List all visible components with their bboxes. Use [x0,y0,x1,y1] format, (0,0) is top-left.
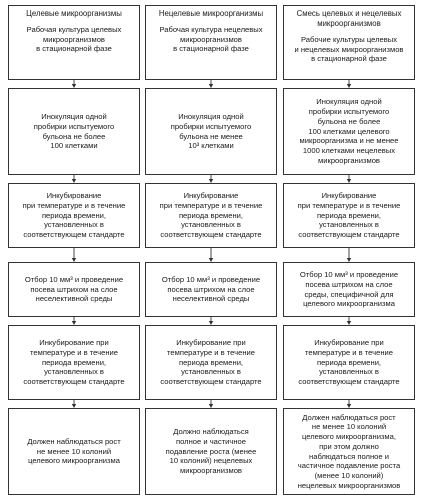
flow-box-col1-step5 [8,325,140,400]
flow-box-col2-step1 [145,5,277,80]
flow-box-col3-step5 [283,325,415,400]
step-text: Рабочие культуры целевых и нецелевых микроорганизмов в стационарной фазе [294,34,404,64]
column-header: Смесь целевых и нецелевых микроорганизмов [296,9,402,28]
column-header: Целевые микроорганизмы [26,9,122,18]
flow-box-col3-step4 [283,262,415,317]
step-text: Должно наблюдаться полное и частичное подавление роста (менее 10 колоний) нецелевых микроорганизмов [165,427,257,476]
step-text: Инокуляция одной пробирки испытуемого бульона не менее 10³ клетками [170,112,252,151]
step-text: Должен наблюдаться рост не менее 10 колоний целевого микроорганизма [27,436,121,466]
step-text: Отбор 10 мм³ и проведение посева штрихом на слое неселективной среды [161,274,261,304]
flow-box-col3-step6 [283,408,415,495]
flow-box-col2-step5 [145,325,277,400]
step-text: Инкубирование при температуре и в течение периода времени, установленных в соответствующем стандарте [159,191,263,240]
step-text: Отбор 10 мм³ и проведение посева штрихом на слое неселективной среды [24,274,124,304]
step-text: Инкубирование при температуре и в течение периода времени, установленных в соответствующем стандарте [298,338,400,387]
flow-box-col3-step1 [283,5,415,80]
flow-box-col1-step3 [8,183,140,248]
flow-box-col2-step4 [145,262,277,317]
flow-box-col2-step6 [145,408,277,495]
flow-box-col1-step6 [8,408,140,495]
flow-box-col1-step4 [8,262,140,317]
step-text: Инкубирование при температуре и в течение периода времени, установленных в соответствующем стандарте [297,191,401,240]
flow-box-col2-step3 [145,183,277,248]
step-text: Инокуляция одной пробирки испытуемого бульона не более 100 клетками целевого микроорганизма и не менее 1000 клетками нецелевых микроорганизмов [299,97,399,165]
column-header: Нецелевые микроорганизмы [158,9,264,18]
step-text: Отбор 10 мм³ и проведение посева штрихом на слое среды, специфичной для целевого микроорганизма [299,270,399,309]
step-text: Инкубирование при температуре и в течение периода времени, установленных в соответствующем стандарте [23,338,125,387]
step-text: Рабочая культура целевых микроорганизмов в стационарной фазе [26,24,122,54]
step-text: Инкубирование при температуре и в течение периода времени, установленных в соответствующем стандарте [22,191,126,240]
step-text: Должен наблюдаться рост не менее 10 колоний целевого микроорганизма, при этом должно наблюдаться полное и частичное подавление роста (менее 10 колоний) нецелевых микроорганизмов [297,412,401,490]
flow-box-col3-step3 [283,183,415,248]
flow-box-col2-step2 [145,88,277,175]
step-text: Рабочая культура нецелевых микроорганизмов в стационарной фазе [159,24,263,54]
flow-box-col1-step1 [8,5,140,80]
step-text: Инкубирование при температуре и в течение периода времени, установленных в соответствующем стандарте [160,338,262,387]
flow-box-col1-step2 [8,88,140,175]
step-text: Инокуляция одной пробирки испытуемого бульона не более 100 клетками [33,112,115,151]
flow-box-col3-step2 [283,88,415,175]
